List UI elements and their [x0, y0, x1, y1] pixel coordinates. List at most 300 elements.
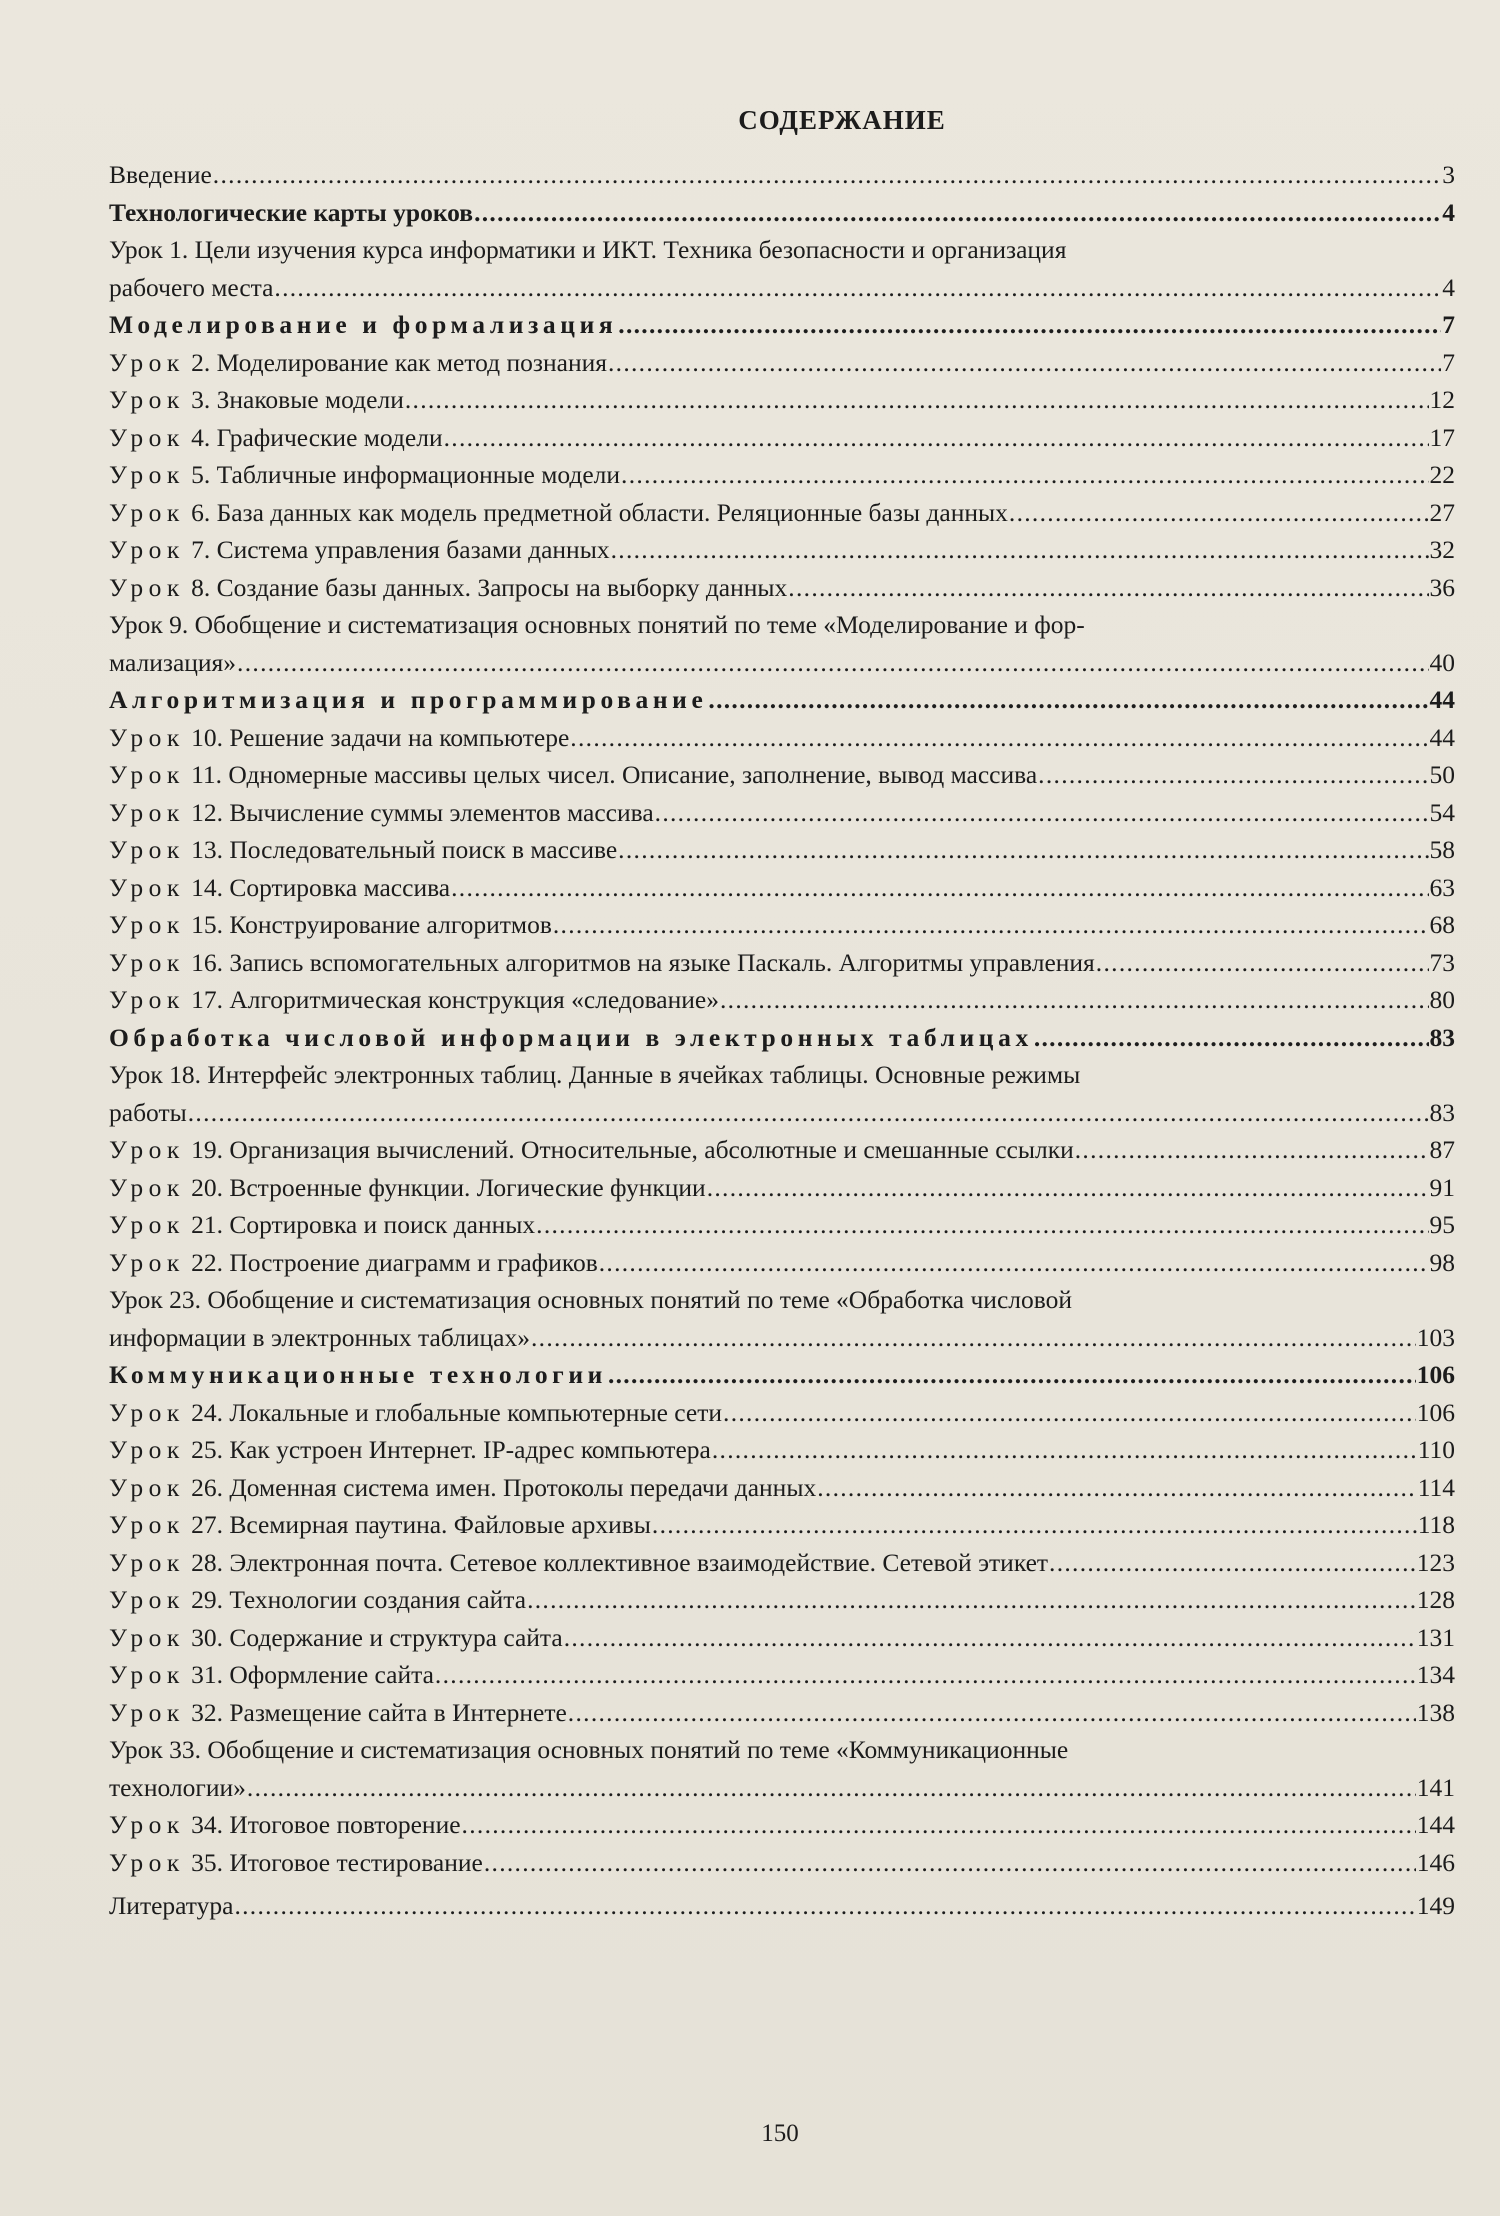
lesson-word: Урок [109, 1060, 163, 1089]
toc-lesson [109, 719, 1455, 757]
toc-page-number: 95 [1429, 1210, 1455, 1239]
toc-entry-line [109, 1131, 1455, 1169]
toc-entry [109, 1887, 1455, 1925]
toc-entry-title: Сортировка массива [229, 872, 451, 902]
toc-entry-line [109, 981, 1455, 1019]
toc-entry-label [109, 306, 617, 344]
lesson-word: Урок [109, 1472, 185, 1502]
dot-leader [1009, 494, 1429, 532]
lesson-word: Урок [109, 422, 185, 452]
toc-entry-label [109, 944, 1095, 982]
toc-lesson [109, 231, 1455, 306]
toc-lesson [109, 569, 1455, 607]
dot-leader [611, 531, 1429, 569]
toc-entry-label [109, 344, 607, 382]
lesson-number: 25. [191, 1435, 223, 1464]
toc-entry-line [109, 1806, 1455, 1844]
dot-leader [1049, 1544, 1416, 1582]
toc-lesson [109, 1844, 1455, 1882]
lesson-number: 11. [191, 760, 223, 789]
toc-section [109, 306, 1455, 344]
dot-leader [274, 269, 1441, 307]
toc-page-number: 123 [1416, 1547, 1455, 1577]
lesson-number: 4. [191, 422, 211, 452]
toc-entry-line [109, 1356, 1455, 1394]
dot-leader [618, 831, 1428, 869]
toc-entry-line [109, 756, 1455, 794]
lesson-number: 5. [191, 460, 211, 489]
lesson-number: 3. [191, 385, 211, 414]
toc-entry-line [109, 1694, 1455, 1732]
toc-lesson [109, 1431, 1455, 1469]
toc-page-number: 83 [1429, 1022, 1455, 1052]
dot-leader [817, 1469, 1416, 1507]
toc-entry-title: Электронная почта. Сетевое коллективное взаимодействие. Сетевой этикет [229, 1547, 1049, 1577]
toc-page-number: 44 [1429, 685, 1455, 714]
lesson-number: 18. [169, 1060, 201, 1089]
dot-leader [599, 1244, 1429, 1282]
lesson-word: Урок [109, 797, 185, 827]
toc-entry-title: Итоговое повторение [229, 1810, 461, 1839]
toc-page-number: 32 [1429, 535, 1455, 564]
toc-entry-line [109, 1619, 1455, 1657]
toc-entry-title: Конструирование алгоритмов [229, 910, 552, 939]
toc-entry-label [109, 1244, 598, 1282]
lesson-word: Урок [109, 1172, 185, 1202]
toc-entry-label [109, 1094, 187, 1132]
toc-entry-label [109, 269, 273, 307]
lesson-word: Урок [109, 1247, 185, 1277]
lesson-word: Урок [109, 872, 185, 902]
lesson-word: Урок [109, 1135, 185, 1164]
toc-entry-label [109, 1469, 816, 1507]
toc-lesson [109, 1056, 1455, 1131]
lesson-number: 28. [191, 1547, 223, 1577]
dot-leader [564, 1619, 1416, 1657]
dot-leader [247, 1769, 1416, 1807]
toc-entry-label [109, 156, 212, 194]
toc-entry-title: Создание базы данных. Запросы на выборку данных [216, 572, 788, 602]
lesson-number: 29. [191, 1585, 223, 1614]
toc-entry-title: База данных как модель предметной области. Реляционные базы данных [216, 497, 1008, 527]
toc-lesson [109, 1206, 1455, 1244]
toc-entry-label [109, 981, 719, 1019]
lesson-word: Урок [109, 947, 185, 977]
toc-entry-title: Знаковые модели [216, 385, 404, 414]
lesson-word: Урок [109, 1210, 185, 1239]
toc-entry-line [109, 381, 1455, 419]
toc-entry-label [109, 1019, 1033, 1057]
toc-entry-title: Табличные информационные модели [216, 460, 621, 489]
toc-page-number: 106 [1416, 1397, 1455, 1427]
toc-lesson [109, 1694, 1455, 1732]
toc-lesson [109, 419, 1455, 457]
lesson-number: 35. [191, 1847, 223, 1877]
lesson-number: 9. [169, 610, 189, 639]
lesson-number: 10. [191, 722, 223, 752]
toc-entry-line [109, 944, 1455, 982]
toc-entry-title-start: Цели изучения курса информатики и ИКТ. Техника безопасности и организация [194, 235, 1067, 264]
lesson-word: Урок [109, 572, 185, 602]
toc-page-number: 118 [1417, 1510, 1455, 1539]
dot-leader [444, 419, 1429, 457]
toc-entry-title: Введение [109, 160, 212, 189]
toc-entry-title: Всемирная паутина. Файловые архивы [229, 1510, 651, 1539]
lesson-number: 16. [191, 947, 223, 977]
lesson-number: 19. [191, 1135, 223, 1164]
toc-entry-label [109, 1581, 526, 1619]
toc-entry-line [109, 906, 1455, 944]
dot-leader [405, 381, 1429, 419]
toc-lesson [109, 1656, 1455, 1694]
toc-entry-first-line [109, 1056, 1455, 1094]
toc-entry-line [109, 719, 1455, 757]
toc-page-number: 106 [1416, 1360, 1455, 1389]
lesson-number: 17. [191, 985, 223, 1014]
dot-leader [188, 1094, 1429, 1132]
dot-leader [527, 1581, 1416, 1619]
toc-entry-title: Моделирование как метод познания [216, 347, 607, 377]
toc-entry-line [109, 869, 1455, 907]
toc-entry-title: рабочего места [109, 272, 274, 302]
lesson-number: 30. [191, 1622, 223, 1652]
toc-entry-label [109, 1844, 483, 1882]
toc-entry-title: Как устроен Интернет. IP-адрес компьютера [229, 1435, 711, 1464]
toc-entry-label [109, 1656, 434, 1694]
lesson-number: 21. [191, 1210, 223, 1239]
dot-leader [1075, 1131, 1429, 1169]
toc-page-number: 3 [1442, 160, 1455, 189]
lesson-word: Урок [109, 910, 185, 939]
toc-entry-title: Алгоритмическая конструкция «следование» [229, 985, 719, 1014]
lesson-number: 8. [191, 572, 211, 602]
toc-lesson [109, 981, 1455, 1019]
toc-entry-line [109, 794, 1455, 832]
toc-entry-line [109, 831, 1455, 869]
lesson-word: Урок [109, 1847, 185, 1877]
lesson-word: Урок [109, 1660, 185, 1689]
toc-entry-title-start: Обобщение и систематизация основных понятий по теме «Обработка числовой [207, 1285, 1072, 1314]
toc-page-number: 87 [1429, 1135, 1455, 1164]
toc-lesson [109, 1581, 1455, 1619]
toc-entry-label [109, 1544, 1048, 1582]
toc-entry-title: Система управления базами данных [216, 535, 610, 564]
toc-lesson [109, 1806, 1455, 1844]
toc-lesson [109, 1244, 1455, 1282]
toc-entry-line [109, 1844, 1455, 1882]
dot-leader [1034, 1019, 1429, 1057]
toc-entry-title: Доменная система имен. Протоколы передачи данных [229, 1472, 817, 1502]
toc-lesson [109, 1469, 1455, 1507]
toc-entry-line [109, 1581, 1455, 1619]
toc-entry-title: Моделирование и формализация [109, 310, 618, 339]
dot-leader [531, 1319, 1416, 1357]
lesson-number: 7. [191, 535, 211, 564]
page-title: СОДЕРЖАНИЕ [738, 105, 946, 135]
toc-entry-label [109, 906, 552, 944]
lesson-number: 6. [191, 497, 211, 527]
toc-lesson [109, 344, 1455, 382]
lesson-word: Урок [109, 460, 185, 489]
toc-lesson [109, 869, 1455, 907]
toc-entry-label [109, 1769, 246, 1807]
toc-entry-label [109, 869, 450, 907]
toc-page-number: 134 [1416, 1660, 1455, 1689]
lesson-word: Урок [109, 1697, 185, 1727]
toc-entry-line [109, 681, 1455, 719]
toc-page-number: 54 [1429, 797, 1455, 827]
dot-leader [608, 344, 1441, 382]
lesson-word: Урок [109, 1735, 163, 1764]
toc-page-number: 73 [1429, 947, 1455, 977]
toc-entry-line [109, 194, 1455, 232]
toc-entry-title: Сортировка и поиск данных [229, 1210, 536, 1239]
lesson-word: Урок [109, 235, 163, 264]
toc-page-number: 110 [1417, 1435, 1455, 1464]
toc-lesson [109, 1544, 1455, 1582]
toc-entry-first-line [109, 1731, 1455, 1769]
lesson-word: Урок [109, 1622, 185, 1652]
toc-entry-label [109, 1431, 711, 1469]
toc-entry-label [109, 719, 569, 757]
toc-page-number: 141 [1416, 1772, 1455, 1802]
toc-entry-line [109, 1431, 1455, 1469]
lesson-number: 20. [191, 1172, 223, 1202]
toc-entry-label [109, 794, 654, 832]
toc-entry-title-start: Интерфейс электронных таблиц. Данные в ячейках таблицы. Основные режимы [207, 1060, 1081, 1089]
toc-section [109, 1019, 1455, 1057]
dot-leader [536, 1206, 1428, 1244]
toc-entry-title: Коммуникационные технологии [109, 1360, 607, 1389]
toc-page-number: 149 [1416, 1891, 1455, 1920]
toc-entry-label [109, 1694, 567, 1732]
lesson-word: Урок [109, 1547, 185, 1577]
toc-entry-line [109, 1544, 1455, 1582]
toc-lesson [109, 1281, 1455, 1356]
toc-entry-line [109, 344, 1455, 382]
toc-page-number: 91 [1429, 1172, 1455, 1202]
toc-page-number: 4 [1442, 272, 1455, 302]
dot-leader [652, 1506, 1417, 1544]
toc-entry-label [109, 1206, 535, 1244]
toc-entry-title: Технологические карты уроков [109, 197, 474, 227]
toc-entry-title: Организация вычислений. Относительные, абсолютные и смешанные ссылки [229, 1135, 1074, 1164]
toc-lesson [109, 494, 1455, 532]
toc-entry-label [109, 1394, 722, 1432]
toc-entry-line [109, 1094, 1455, 1132]
toc-entry [109, 156, 1455, 194]
lesson-number: 23. [169, 1285, 201, 1314]
toc-entry-first-line [109, 606, 1455, 644]
dot-leader [788, 569, 1428, 607]
toc-lesson [109, 1506, 1455, 1544]
toc-lesson [109, 606, 1455, 681]
toc-lesson [109, 831, 1455, 869]
toc-entry-title: информации в электронных таблицах» [109, 1322, 530, 1352]
lesson-word: Урок [109, 1510, 185, 1539]
toc-entry-title: Графические модели [216, 422, 443, 452]
page-number: 150 [761, 2120, 799, 2147]
lesson-word: Урок [109, 722, 185, 752]
toc-lesson [109, 531, 1455, 569]
toc-entry-line [109, 1656, 1455, 1694]
toc-entry-label [109, 456, 620, 494]
toc-entry-first-line [109, 231, 1455, 269]
table-of-contents [109, 156, 1455, 1925]
dot-leader [621, 456, 1428, 494]
toc-entry-line [109, 1244, 1455, 1282]
lesson-word: Урок [109, 610, 163, 639]
toc-page-number: 12 [1429, 385, 1455, 414]
toc-page-number: 68 [1429, 910, 1455, 939]
lesson-number: 33. [169, 1735, 201, 1764]
toc-entry-title-start: Обобщение и систематизация основных понятий по теме «Коммуникационные [207, 1735, 1069, 1764]
lesson-word: Урок [109, 347, 185, 377]
toc-page-number: 98 [1429, 1247, 1455, 1277]
toc-entry-title: Технологии создания сайта [229, 1585, 527, 1614]
dot-leader [608, 1356, 1416, 1394]
toc-page-number: 144 [1416, 1810, 1455, 1839]
toc-entry-line [109, 1394, 1455, 1432]
toc-lesson [109, 756, 1455, 794]
dot-leader [723, 1394, 1416, 1432]
toc-entry-title: Запись вспомогательных алгоритмов на языке Паскаль. Алгоритмы управления [229, 947, 1095, 977]
toc-entry-label [109, 569, 787, 607]
toc-entry-title-start: Обобщение и систематизация основных понятий по теме «Моделирование и фор- [194, 610, 1085, 639]
toc-page-number: 114 [1417, 1472, 1455, 1502]
dot-leader [568, 1694, 1416, 1732]
toc-entry-title: Оформление сайта [229, 1660, 434, 1689]
toc-page-number: 4 [1442, 197, 1455, 227]
toc-lesson [109, 944, 1455, 982]
toc-page-number: 17 [1429, 422, 1455, 452]
toc-entry-line [109, 531, 1455, 569]
toc-page-number: 36 [1429, 572, 1455, 602]
toc-section [109, 194, 1455, 232]
dot-leader [720, 981, 1429, 1019]
lesson-word: Урок [109, 1810, 185, 1839]
toc-entry-line [109, 1019, 1455, 1057]
toc-entry-line [109, 1887, 1455, 1925]
dot-leader [1096, 944, 1429, 982]
toc-entry-label [109, 1319, 530, 1357]
toc-entry-label [109, 494, 1008, 532]
toc-entry-title: Размещение сайта в Интернете [229, 1697, 567, 1727]
lesson-word: Урок [109, 385, 185, 414]
dot-leader [712, 1431, 1417, 1469]
toc-entry-line [109, 1469, 1455, 1507]
lesson-number: 22. [191, 1247, 223, 1277]
lesson-word: Урок [109, 835, 185, 864]
toc-page-number: 7 [1442, 310, 1455, 339]
dot-leader [462, 1806, 1416, 1844]
lesson-word: Урок [109, 535, 185, 564]
toc-entry-line [109, 1769, 1455, 1807]
toc-page-number: 131 [1416, 1622, 1455, 1652]
lesson-word: Урок [109, 1435, 185, 1464]
toc-entry-line [109, 644, 1455, 682]
toc-entry-label [109, 644, 236, 682]
lesson-word: Урок [109, 1285, 163, 1314]
lesson-word: Урок [109, 1585, 185, 1614]
toc-entry-line [109, 569, 1455, 607]
toc-page-number: 27 [1429, 497, 1455, 527]
toc-page-number: 44 [1429, 722, 1455, 752]
toc-page-number: 50 [1429, 760, 1455, 789]
toc-entry-title: работы [109, 1097, 187, 1127]
lesson-word: Урок [109, 497, 185, 527]
lesson-number: 31. [191, 1660, 223, 1689]
toc-lesson [109, 381, 1455, 419]
toc-lesson [109, 1169, 1455, 1207]
toc-entry-title: Одномерные массивы целых чисел. Описание, заполнение, вывод массива [228, 760, 1038, 789]
toc-section [109, 681, 1455, 719]
toc-lesson [109, 1131, 1455, 1169]
toc-entry-line [109, 1206, 1455, 1244]
toc-lesson [109, 906, 1455, 944]
lesson-word: Урок [109, 1397, 185, 1427]
toc-page-number: 22 [1429, 460, 1455, 489]
toc-page-number: 146 [1416, 1847, 1455, 1877]
toc-entry-line [109, 494, 1455, 532]
toc-entry-title: Встроенные функции. Логические функции [229, 1172, 706, 1202]
lesson-number: 34. [191, 1810, 223, 1839]
dot-leader [655, 794, 1429, 832]
lesson-number: 24. [191, 1397, 223, 1427]
toc-entry-line [109, 156, 1455, 194]
toc-page-number: 58 [1429, 835, 1455, 864]
dot-leader [474, 194, 1441, 232]
toc-page-number: 40 [1429, 647, 1455, 677]
dot-leader [708, 681, 1428, 719]
toc-entry-title: Вычисление суммы элементов массива [229, 797, 654, 827]
toc-entry-label [109, 1356, 607, 1394]
lesson-word: Урок [109, 760, 185, 789]
toc-section [109, 1356, 1455, 1394]
lesson-number: 1. [169, 235, 189, 264]
toc-entry-line [109, 456, 1455, 494]
toc-entry-line [109, 1319, 1455, 1357]
toc-entry-label [109, 1887, 233, 1925]
lesson-number: 15. [191, 910, 223, 939]
toc-entry-line [109, 419, 1455, 457]
dot-leader [435, 1656, 1416, 1694]
toc-entry-label [109, 531, 610, 569]
toc-page-number: 80 [1429, 985, 1455, 1014]
toc-entry-line [109, 306, 1455, 344]
dot-leader [484, 1844, 1416, 1882]
dot-leader [237, 644, 1428, 682]
toc-entry-label [109, 194, 473, 232]
lesson-number: 12. [191, 797, 223, 827]
toc-entry-label [109, 1131, 1074, 1169]
toc-lesson [109, 1731, 1455, 1806]
toc-entry-title: мализация» [109, 647, 237, 677]
toc-entry-label [109, 831, 617, 869]
lesson-number: 14. [191, 872, 223, 902]
toc-lesson [109, 456, 1455, 494]
toc-entry-line [109, 1506, 1455, 1544]
lesson-number: 27. [191, 1510, 223, 1539]
toc-entry-line [109, 269, 1455, 307]
toc-entry-title: Построение диаграмм и графиков [229, 1247, 598, 1277]
lesson-number: 26. [191, 1472, 223, 1502]
toc-entry-label [109, 1506, 651, 1544]
toc-entry-title: Содержание и структура сайта [229, 1622, 563, 1652]
toc-entry-title: Последовательный поиск в массиве [229, 835, 618, 864]
dot-leader [570, 719, 1428, 757]
toc-page-number: 83 [1429, 1097, 1455, 1127]
